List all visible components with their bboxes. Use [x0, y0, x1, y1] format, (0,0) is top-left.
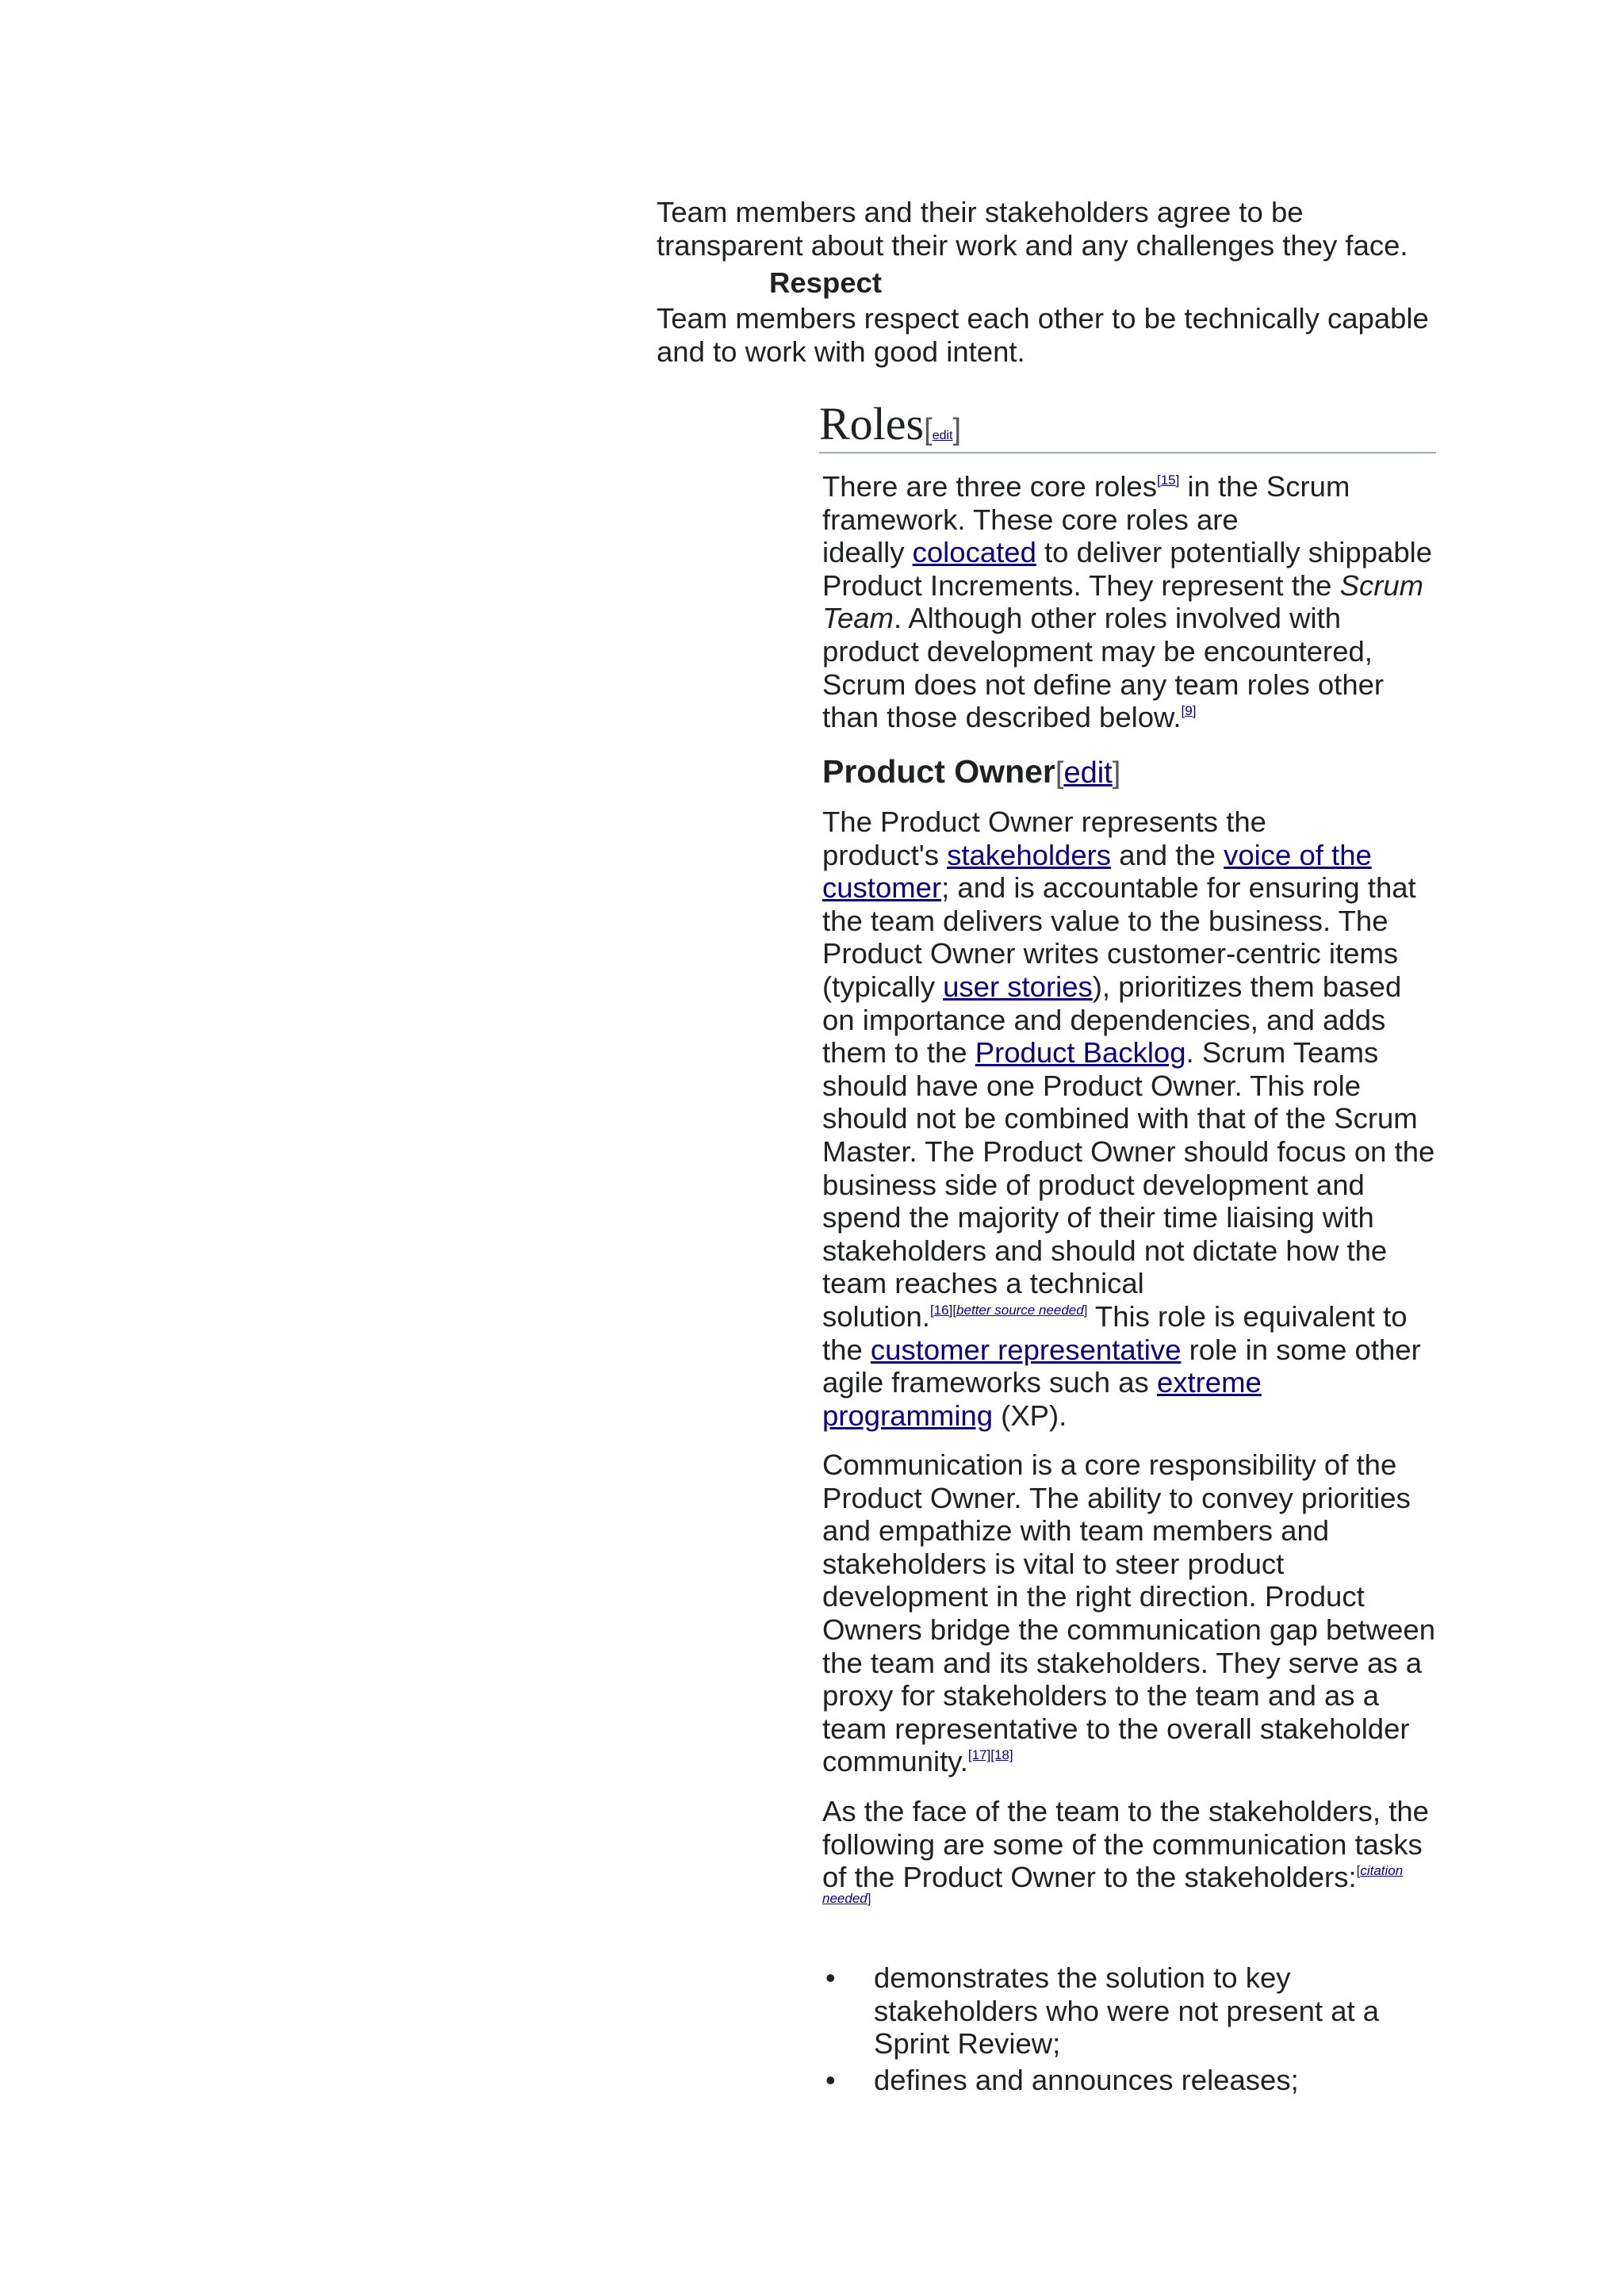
- text-line: stakeholders is vital to steer product: [822, 1547, 1285, 1580]
- text-line: the team delivers value to the business. The: [822, 904, 1388, 937]
- text-line: Team members and their stakeholders agree to be: [657, 196, 1304, 228]
- text-line: spend the majority of their time liaising with: [822, 1201, 1374, 1234]
- list-item: [822, 2064, 1379, 2097]
- roles-section-heading: [819, 396, 1436, 453]
- text-line: team reaches a technical: [822, 1267, 1144, 1300]
- text-line: Scrum does not define any team roles other: [822, 668, 1385, 701]
- voice-of-the-customer-link[interactable]: voice of the: [1224, 838, 1372, 871]
- text-line: stakeholders who were not present at a: [874, 1994, 1380, 2027]
- citation-link-9[interactable]: [9]: [1181, 703, 1197, 719]
- text-line: The Product Owner represents the: [822, 806, 1266, 838]
- text-line: Team members respect each other to be technically capable: [657, 302, 1429, 335]
- italic-text: Scrum: [1339, 568, 1424, 602]
- text: ideally: [822, 536, 913, 569]
- product-owner-paragraph-2: [822, 1448, 1435, 1778]
- extreme-programming-link[interactable]: extreme: [1156, 1366, 1262, 1399]
- text-line: Product Owner writes customer-centric items: [822, 937, 1399, 970]
- bracket: ]: [867, 1890, 871, 1906]
- citation-link-17[interactable]: [17]: [967, 1747, 991, 1763]
- respect-heading: Respect: [769, 266, 883, 299]
- product-owner-paragraph-1: [822, 806, 1434, 1432]
- bracket: [: [1356, 1863, 1361, 1879]
- text: This role is equivalent to: [1087, 1299, 1408, 1333]
- text-line: framework. These core roles are: [822, 503, 1239, 536]
- extreme-programming-link[interactable]: programming: [822, 1399, 994, 1432]
- product-owner-heading: [822, 752, 1120, 791]
- colocated-link[interactable]: colocated: [912, 536, 1036, 569]
- text-line: Sprint Review;: [874, 2027, 1061, 2061]
- text: the: [822, 1333, 871, 1366]
- product-owner-paragraph-3: [822, 1795, 1429, 1907]
- text-line: product development may be encountered,: [822, 634, 1373, 668]
- voice-of-the-customer-link[interactable]: customer: [822, 871, 942, 905]
- roles-edit-link[interactable]: edit: [932, 429, 953, 442]
- text-line: Master. The Product Owner should focus on the: [822, 1135, 1435, 1168]
- text: them to the: [822, 1036, 975, 1070]
- text-line: following are some of the communication tasks: [822, 1827, 1423, 1861]
- bullet-icon: •: [825, 2063, 836, 2096]
- text: . Although other roles involved with: [893, 602, 1342, 635]
- text-line: and empathize with team members and: [822, 1514, 1330, 1548]
- text: (typically: [822, 970, 944, 1003]
- better-source-needed-link[interactable]: better source needed: [956, 1302, 1084, 1318]
- text-line: defines and announces releases;: [874, 2063, 1299, 2096]
- text: There are three core roles: [822, 470, 1157, 503]
- text: Product Increments. They represent the: [822, 568, 1340, 602]
- text-line: on importance and dependencies, and adds: [822, 1003, 1386, 1036]
- text: of the Product Owner to the stakeholders:: [822, 1861, 1357, 1894]
- text: and the: [1111, 838, 1224, 871]
- bracket: [: [952, 1302, 957, 1318]
- product-owner-heading-text: Product Owner: [822, 753, 1055, 790]
- citation-link-15[interactable]: [15]: [1156, 473, 1180, 488]
- text-line: Communication is a core responsibility of the: [822, 1448, 1397, 1481]
- user-stories-link[interactable]: user stories: [943, 970, 1093, 1003]
- stakeholders-link[interactable]: stakeholders: [947, 838, 1112, 871]
- text-line: stakeholders and should not dictate how the: [822, 1234, 1388, 1267]
- text-line: the team and its stakeholders. They serve as a: [822, 1646, 1423, 1679]
- edit-bracket: [: [1055, 756, 1064, 790]
- text-line: team representative to the overall stakeholder: [822, 1712, 1410, 1745]
- text: agile frameworks such as: [822, 1366, 1157, 1399]
- text-line: business side of product development and: [822, 1168, 1365, 1201]
- product-owner-edit-link[interactable]: edit: [1063, 756, 1113, 790]
- text-line: Owners bridge the communication gap between: [822, 1613, 1436, 1646]
- citation-link-16[interactable]: [16]: [929, 1302, 953, 1318]
- product-backlog-link[interactable]: Product Backlog: [975, 1036, 1186, 1070]
- roles-heading-text: Roles: [819, 398, 925, 450]
- text: in the Scrum: [1179, 470, 1350, 503]
- text-line: should not be combined with that of the Scrum: [822, 1102, 1418, 1135]
- edit-bracket: ]: [1112, 756, 1121, 790]
- openness-description: [657, 196, 1408, 262]
- bullet-icon: •: [825, 1961, 836, 1994]
- citation-needed-link[interactable]: needed: [822, 1890, 868, 1906]
- customer-representative-link[interactable]: customer representative: [870, 1333, 1182, 1366]
- citation-needed-link[interactable]: citation: [1360, 1863, 1404, 1879]
- text-line: demonstrates the solution to key: [874, 1961, 1291, 1994]
- edit-bracket: ]: [952, 413, 962, 446]
- citation-link-18[interactable]: [18]: [990, 1747, 1013, 1763]
- text-line: should have one Product Owner. This role: [822, 1069, 1362, 1102]
- text-line: As the face of the team to the stakeholders, the: [822, 1795, 1429, 1827]
- roles-intro-paragraph: [822, 470, 1432, 734]
- text-line: proxy for stakeholders to the team and as a: [822, 1679, 1380, 1712]
- respect-description: [657, 302, 1429, 368]
- text: ), prioritizes them based: [1092, 970, 1402, 1003]
- text: role in some other: [1181, 1333, 1421, 1366]
- text: product's: [822, 838, 948, 871]
- text-line: Product Owner. The ability to convey priorities: [822, 1481, 1411, 1514]
- text-line: transparent about their work and any challenges they face.: [657, 228, 1408, 262]
- text: solution.: [822, 1299, 930, 1333]
- list-item: [822, 1961, 1379, 2061]
- text: to deliver potentially shippable: [1036, 536, 1433, 569]
- text-line: and to work with good intent.: [657, 335, 1025, 368]
- text-line: development in the right direction. Product: [822, 1580, 1365, 1613]
- text: than those described below.: [822, 701, 1182, 734]
- italic-text: Team: [822, 602, 894, 635]
- text: ; and is accountable for ensuring that: [941, 871, 1416, 905]
- text: . Scrum Teams: [1185, 1036, 1379, 1070]
- edit-bracket: [: [924, 413, 933, 446]
- text: (XP).: [993, 1399, 1067, 1432]
- communication-tasks-list: [822, 1961, 1379, 2096]
- bracket: ]: [1083, 1302, 1088, 1318]
- text: community.: [822, 1745, 968, 1778]
